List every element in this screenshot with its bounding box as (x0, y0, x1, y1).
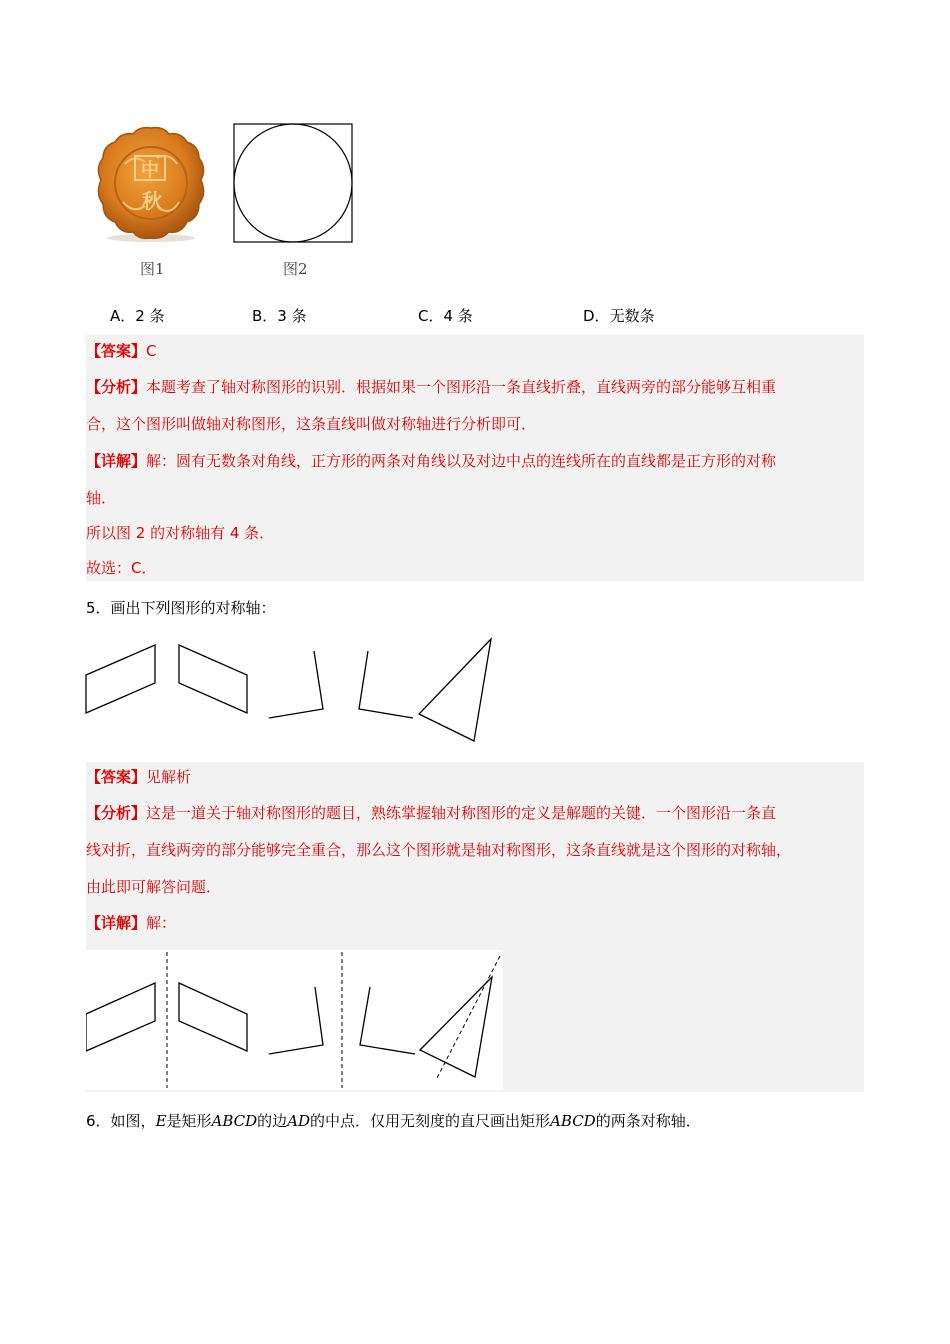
mooncake-figure (95, 124, 207, 244)
mooncake-image (95, 124, 207, 244)
analysis-text: 本题考查了轴对称图形的识别．根据如果一个图形沿一条直线折叠，直线两旁的部分能够互相重 (146, 378, 777, 396)
question-number: 6． (86, 1112, 111, 1130)
option-text: 2 条 (135, 307, 165, 325)
q6-question (86, 1110, 701, 1131)
q5-shapes-figure (84, 635, 504, 745)
q4-answer-line (86, 332, 157, 370)
analysis-tag: 【分析】 (86, 378, 147, 396)
q5-question (86, 597, 276, 618)
rect-label-2: ABCD (550, 1112, 596, 1130)
side-label: AD (287, 1112, 311, 1130)
detail-tag: 【详解】 (86, 452, 147, 470)
option-letter: D． (583, 307, 610, 325)
q4-detail-line-1 (86, 442, 776, 480)
mooncake-char-2: 秋 (142, 189, 162, 213)
angle-shape-left (269, 987, 323, 1054)
answer-value: C (146, 342, 157, 360)
option-d[interactable] (583, 305, 655, 326)
fig1-caption: 图1 (140, 260, 165, 278)
q4-detail-line-2: 轴． (86, 489, 117, 507)
circle-shape (234, 124, 352, 242)
question-text-c: 的边 (257, 1112, 288, 1130)
triangle-shape (419, 639, 491, 741)
parallelogram-left (86, 983, 155, 1051)
q5-analysis-line-3: 由此即可解答问题． (86, 878, 222, 896)
fig2-caption: 图2 (283, 260, 308, 278)
q4-analysis-line-2: 合，这个图形叫做轴对称图形，这条直线叫做对称轴进行分析即可． (86, 415, 537, 433)
option-text: 无数条 (609, 307, 655, 325)
option-letter: A． (110, 307, 136, 325)
question-text-b: 是矩形 (166, 1112, 212, 1130)
question-text-d: 的中点．仅用无刻度的直尺画出矩形 (310, 1112, 551, 1130)
q4-analysis-line-1 (86, 368, 776, 406)
answer-value: 见解析 (146, 768, 192, 786)
option-a[interactable] (110, 305, 165, 326)
q5-solution-figure (86, 950, 503, 1090)
detail-tag: 【详解】 (86, 914, 147, 932)
option-b[interactable] (252, 305, 307, 326)
option-text: 3 条 (277, 307, 307, 325)
option-c[interactable] (418, 305, 473, 326)
q5-answer-line (86, 758, 191, 796)
rect-label-1: ABCD (211, 1112, 258, 1130)
angle-shape-right (360, 987, 415, 1054)
answer-tag: 【答案】 (86, 768, 147, 786)
question-text-a: 如图， (110, 1112, 156, 1130)
analysis-text: 这是一道关于轴对称图形的题目，熟练掌握轴对称图形的定义是解题的关键．一个图形沿一条直 (146, 804, 777, 822)
q5-analysis-line-1 (86, 794, 776, 832)
question-text-e: 的两条对称轴． (595, 1112, 701, 1130)
var-e: E (155, 1112, 167, 1130)
angle-shape-right (359, 651, 413, 718)
circle-in-square-figure (233, 123, 354, 244)
analysis-tag: 【分析】 (86, 804, 147, 822)
question-number: 5． (86, 599, 111, 617)
mooncake-char-1: 中 (141, 160, 159, 181)
option-letter: C． (418, 307, 444, 325)
q5-detail-line-1 (86, 904, 176, 942)
detail-text: 解：圆有无数条对角线，正方形的两条对角线以及对边中点的连线所在的直线都是正方形的对称 (146, 452, 777, 470)
q4-detail-line-4: 故选：C． (86, 559, 157, 577)
triangle-shape (420, 977, 492, 1077)
question-text: 画出下列图形的对称轴： (110, 599, 276, 617)
parallelogram-right (179, 983, 247, 1051)
q5-analysis-line-2: 线对折，直线两旁的部分能够完全重合，那么这个图形就是轴对称图形，这条直线就是这个图形的对称轴， (86, 841, 792, 859)
answer-tag: 【答案】 (86, 342, 147, 360)
axis-line-3 (437, 956, 500, 1078)
q4-detail-line-3: 所以图 2 的对称轴有 4 条． (86, 524, 275, 542)
parallelogram-right (179, 645, 247, 713)
angle-shape-left (269, 651, 323, 718)
parallelogram-left (86, 645, 155, 713)
option-text: 4 条 (443, 307, 473, 325)
detail-text: 解： (146, 914, 177, 932)
option-letter: B． (252, 307, 278, 325)
